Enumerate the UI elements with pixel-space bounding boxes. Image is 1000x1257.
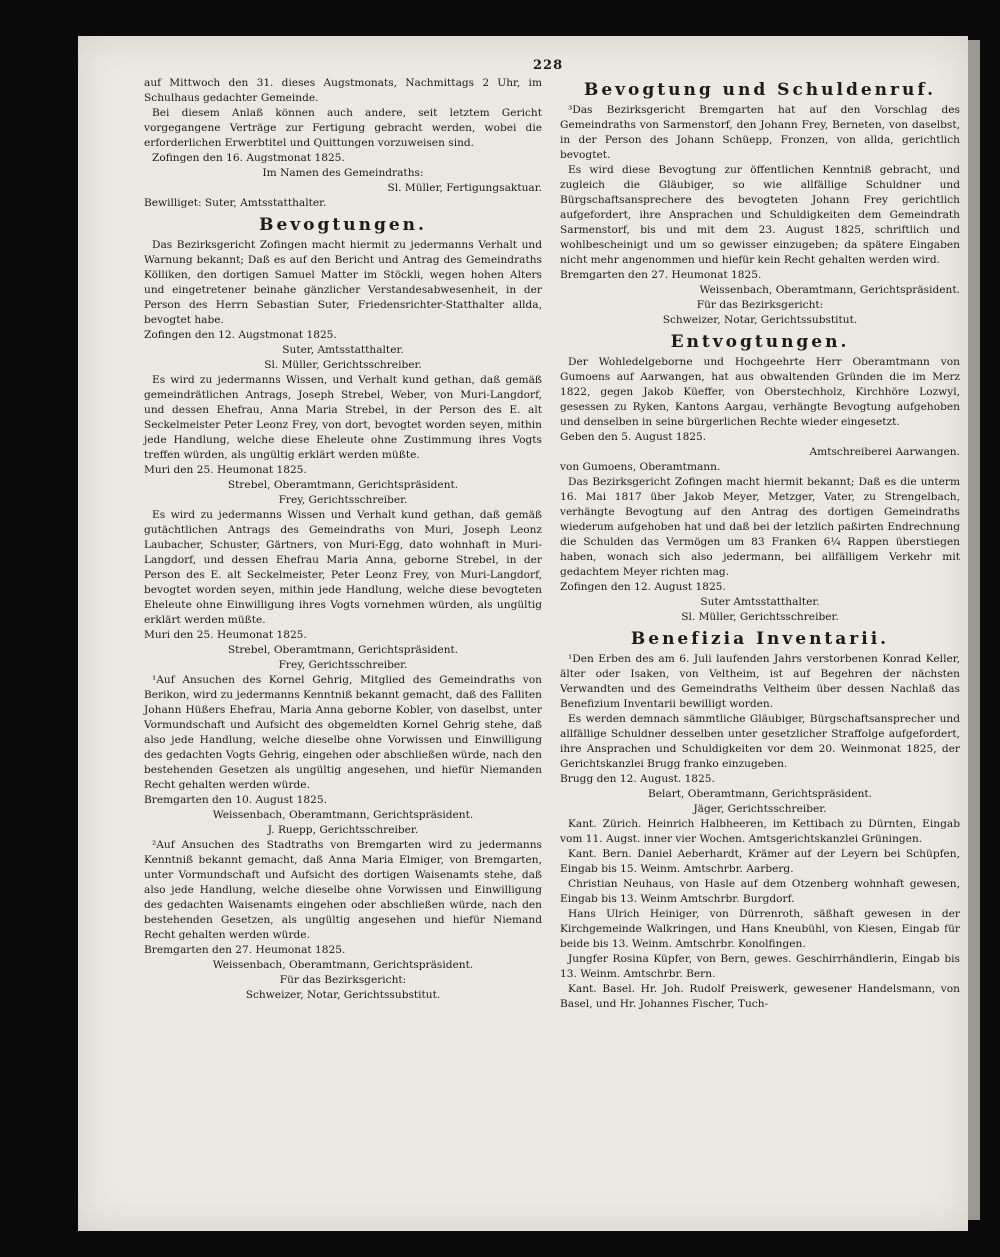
left-column (144, 76, 542, 1003)
notice-2-signature-1: Strebel, Oberamtmann, Gerichtspräsident. (227, 479, 459, 491)
intro-signature-2: Sl. Müller, Fertigungsaktuar. (387, 182, 542, 194)
right-notice-4-date: Brugg den 12. August. 1825. (560, 773, 715, 785)
notice-1-signature-1: Suter, Amtsstatthalter. (282, 344, 404, 356)
right-notice-4-signature-1: Belart, Oberamtmann, Gerichtspräsident. (647, 788, 873, 800)
intro-dateline: Zofingen den 16. Augstmonat 1825. (152, 152, 345, 164)
inventory-entry-bern-2: Christian Neuhaus, von Hasle auf dem Otzenberg wohnhaft gewesen, Eingab bis 13. Weinm Amtschrbr. Burgdorf. (560, 878, 960, 905)
notice-4-signature-1: Weissenbach, Oberamtmann, Gerichtspräsident. (212, 809, 474, 821)
right-notice-1-signature-1: Weissenbach, Oberamtmann, Gerichtspräsident. (699, 284, 960, 296)
right-notice-4-signature-2: Jäger, Gerichtsschreiber. (693, 803, 827, 815)
right-notice-3-signature-2: Sl. Müller, Gerichtsschreiber. (681, 611, 839, 623)
notice-5-signature-3: Schweizer, Notar, Gerichtssubstitut. (245, 989, 441, 1001)
right-notice-1-signature-2: Für das Bezirksgericht: (696, 299, 824, 311)
right-notice-2-text: Der Wohledelgeborne und Hochgeehrte Herr Oberamtmann von Gumoens auf Aarwangen, hat aus obwaltenden Gründen die im Merz 1822, gegen Jakob Küeffer, von Oberstechholz, Kirchhöre Lozwyl, gesessen zu Ryken, Kantons Aargau, verhängte Bevogtung aufgehoben und denselben in seine bürgerlichen Rechte wieder eingesetzt. (560, 356, 960, 428)
section-heading-entvogtungen: Entvogtungen. (670, 332, 850, 352)
inventory-entry-zuerich: Kant. Zürich. Heinrich Halbheeren, im Kettibach zu Dürnten, Eingab vom 11. Augst. inner vier Wochen. Amtsgerichtskanzlei Grüningen. (560, 818, 960, 845)
intro-signature-3: Bewilliget: Suter, Amtsstatthalter. (144, 197, 327, 209)
intro-signature-1: Im Namen des Gemeindraths: (262, 167, 424, 179)
newspaper-page (78, 36, 968, 1231)
section-heading-benefizia-inventarii: Benefizia Inventarii. (630, 629, 890, 649)
notice-1-text: Das Bezirksgericht Zofingen macht hiermit zu jedermanns Verhalt und Warnung bekannt; Daß es auf den Bericht und Antrag des Gemeindraths Kölliken, den dortigen Samuel Matter im Stöckli, wegen hohen Alters und eingetretener beinahe gänzlicher Verstandesabwesenheit, in der Person des Herrn Sebastian Suter, Friedensrichter-Statthalter allda, bevogtet habe. (144, 239, 542, 326)
notice-5-signature-1: Weissenbach, Oberamtmann, Gerichtspräsident. (212, 959, 474, 971)
notice-5-date: Bremgarten den 27. Heumonat 1825. (144, 944, 346, 956)
notice-1-signature-2: Sl. Müller, Gerichtsschreiber. (264, 359, 422, 371)
inventory-entry-bern-4: Jungfer Rosina Küpfer, von Bern, gewes. Geschirrhändlerin, Eingab bis 13. Weinm. Amtschrbr. Bern. (560, 953, 960, 980)
right-notice-1-text-2: Es wird diese Bevogtung zur öffentlichen Kenntniß gebracht, und zugleich die Gläubiger, so wie allfällige Schuldner und Bürgschaftsansprechere des bevogteten Johann Frey gerichtlich aufgefordert, ihre Ansprachen und Schuldigkeiten dem Gemeindrath Sarmenstorf, bis und mit dem 23. August 1825, schriftlich und wohlbescheinigt und um so gewisser einzugeben; da spätere Eingaben nicht mehr angenommen und hiefür kein Recht gehalten werden wird. (560, 164, 960, 266)
right-notice-2-signature-1: Amtschreiberei Aarwangen. (809, 446, 960, 458)
notice-4-signature-2: J. Ruepp, Gerichtsschreiber. (267, 824, 419, 836)
intro-paragraph-2: Bei diesem Anlaß können auch andere, seit letztem Gericht vorgegangene Verträge zur Fertigung gebracht werden, wobei die erforderlichen Erwerbtitel und Quittungen vorzuweisen sind. (144, 107, 542, 149)
right-notice-1-text: ³Das Bezirksgericht Bremgarten hat auf den Vorschlag des Gemeindraths von Sarmenstorf, den Johann Frey, Berneten, von daselbst, in der Person des Johann Schüepp, Fronzen, von allda, gerichtlich bevogtet. (560, 104, 960, 161)
notice-1-date: Zofingen den 12. Augstmonat 1825. (144, 329, 337, 341)
right-notice-1-date: Bremgarten den 27. Heumonat 1825. (560, 269, 762, 281)
notice-2-date: Muri den 25. Heumonat 1825. (144, 464, 307, 476)
page-number: 228 (533, 58, 564, 73)
right-column (560, 76, 960, 1012)
notice-4-text: ¹Auf Ansuchen des Kornel Gehrig, Mitglied des Gemeindraths von Berikon, wird zu jedermanns Kenntniß bekannt gemacht, daß des Falliten Johann Hüßers Ehefrau, Maria Anna geborne Kobler, von daselbst, unter Vormundschaft und Aufsicht des obgemeldten Kornel Gehrig stehe, daß also jede Handlung, welche dieselbe ohne Vorwissen und Einwilligung des gedachten Vogts Gehrig, eingehen oder abschließen würde, nach den bestehenden Gesetzen als ungültig angesehen, und hiefür Niemanden Recht gehalten werden würde. (144, 674, 542, 791)
intro-paragraph: auf Mittwoch den 31. dieses Augstmonats, Nachmittags 2 Uhr, im Schulhaus gedachter Gemeinde. (144, 77, 542, 104)
right-notice-4-text: ¹Den Erben des am 6. Juli laufenden Jahrs verstorbenen Konrad Keller, älter oder Isaken, von Veltheim, ist auf Begehren der nächsten Verwandten und des Gemeindraths Veltheim über dessen Nachlaß das Benefizium Inventarii bewilligt worden. (560, 653, 960, 710)
notice-4-date: Bremgarten den 10. August 1825. (144, 794, 327, 806)
notice-3-text: Es wird zu jedermanns Wissen und Verhalt kund gethan, daß gemäß gutächtlichen Antrags des Gemeindraths von Muri, Joseph Leonz Laubacher, Schuster, Gärtners, von Muri-Egg, dato wohnhaft in Muri-Langdorf, und dessen Ehefrau Maria Anna, geborne Strebel, in der Person des E. alt Seckelmeister, Peter Leonz Frey, von Muri-Langdorf, bevogtet worden seyen, mithin jede Handlung, welche diese bevogteten Eheleute ohne Einwilligung ihres Vogts vornehmen würden, als ungültig erklärt werden müßte. (144, 509, 542, 626)
inventory-entry-bern-1: Kant. Bern. Daniel Aeberhardt, Krämer auf der Leyern bei Schüpfen, Eingab bis 15. Weinm. Amtschrbr. Aarberg. (560, 848, 960, 875)
inventory-entry-bern-3: Hans Ulrich Heiniger, von Dürrenroth, säßhaft gewesen in der Kirchgemeinde Walkringen, und Hans Kneubühl, von Kiesen, Eingab für beide bis 13. Weinm. Amtschrbr. Konolfingen. (560, 908, 960, 950)
notice-3-signature-1: Strebel, Oberamtmann, Gerichtspräsident. (227, 644, 459, 656)
notice-3-date: Muri den 25. Heumonat 1825. (144, 629, 307, 641)
notice-5-text: ²Auf Ansuchen des Stadtraths von Bremgarten wird zu jedermanns Kenntniß bekannt gemacht, daß Anna Maria Elmiger, von Bremgarten, unter Vormundschaft und Aufsicht des dortigen Waisenamts stehe, daß also jede Handlung, welche dieselbe ohne Vorwissen und Einwilligung des gedachten Waisenamts eingehen oder abschließen würde, nach den bestehenden Gesetzen, als ungültig angesehen und hiefür Niemand Recht gehalten werden würde. (144, 839, 542, 941)
section-heading-bevogtung-schuldenruf: Bevogtung und Schuldenruf. (583, 80, 936, 100)
right-notice-2-signature-2: von Gumoens, Oberamtmann. (560, 461, 721, 473)
right-notice-1-signature-3: Schweizer, Notar, Gerichtssubstitut. (662, 314, 858, 326)
right-notice-4-text-2: Es werden demnach sämmtliche Gläubiger, Bürgschaftsansprecher und allfällige Schuldner desselben unter gesetzlicher Straffolge aufgefordert, ihre Ansprachen und Schuldigkeiten vor dem 20. Weinmonat 1825, der Gerichtskanzlei Brugg franko einzugeben. (560, 713, 960, 770)
inventory-entry-basel: Kant. Basel. Hr. Joh. Rudolf Preiswerk, gewesener Handelsmann, von Basel, und Hr. Johannes Fischer, Tuch- (560, 983, 960, 1010)
right-notice-3-date: Zofingen den 12. August 1825. (560, 581, 726, 593)
notice-2-text: Es wird zu jedermanns Wissen, und Verhalt kund gethan, daß gemäß gemeindrätlichen Antrags, Joseph Strebel, Weber, von Muri-Langdorf, und dessen Ehefrau, Anna Maria Strebel, in der Person des E. alt Seckelmeister Peter Leonz Frey, von dort, bevogtet worden seyen, mithin jede Handlung, welche diese Eheleute ohne Zustimmung ihres Vogts treffen würden, als ungültig erklärt werden müßte. (144, 374, 542, 461)
notice-2-signature-2: Frey, Gerichtsschreiber. (278, 494, 408, 506)
notice-5-signature-2: Für das Bezirksgericht: (279, 974, 407, 986)
right-notice-2-date: Geben den 5. August 1825. (560, 431, 707, 443)
right-notice-3-text: Das Bezirksgericht Zofingen macht hiermit bekannt; Daß es die unterm 16. Mai 1817 über Jakob Meyer, Metzger, Vater, zu Strengelbach, verhängte Bevogtung auf den Antrag des dortigen Gemeindraths wiederum aufgehoben hat und daß bei der letzlich paßirten Endrechnung die Schulden das Vermögen um 83 Franken 6¼ Rappen überstiegen haben, wonach sich also jedermann, bei allfälligem Verkehr mit gedachtem Meyer richten mag. (560, 476, 960, 578)
section-heading-bevogtungen: Bevogtungen. (259, 215, 427, 235)
right-notice-3-signature-1: Suter Amtsstatthalter. (700, 596, 820, 608)
notice-3-signature-2: Frey, Gerichtsschreiber. (278, 659, 408, 671)
